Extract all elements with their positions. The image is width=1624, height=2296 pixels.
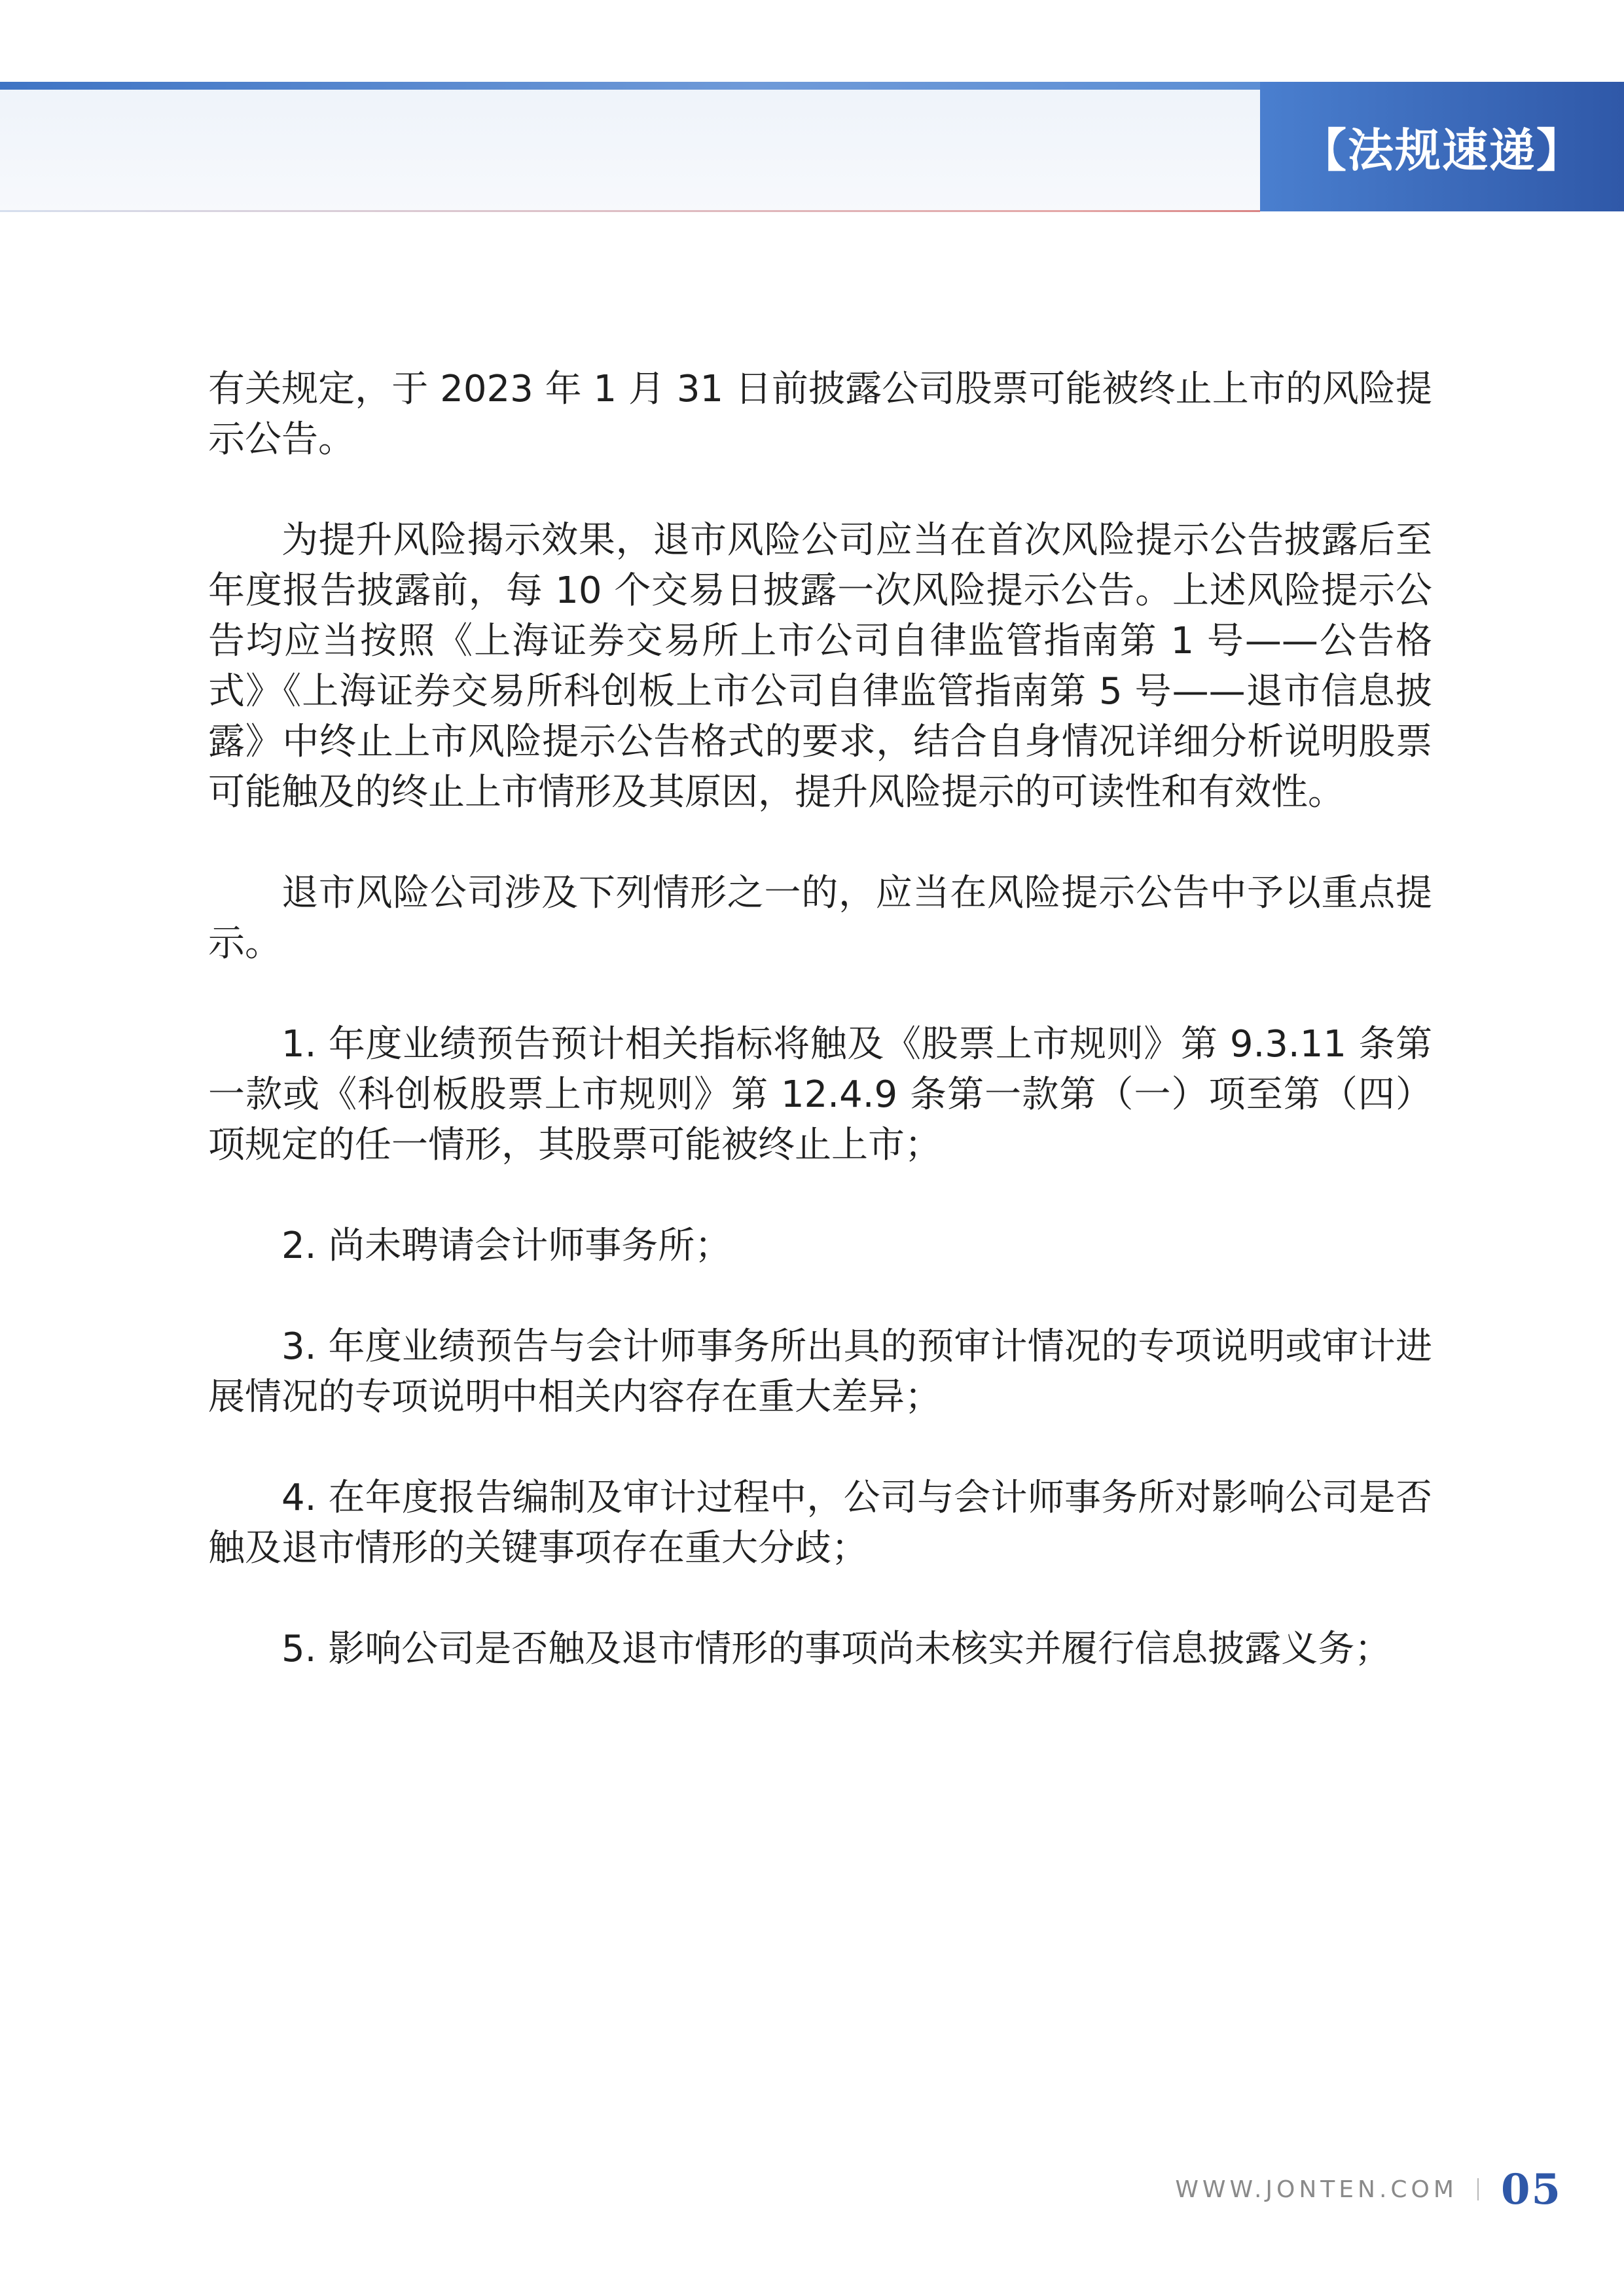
list-item: 5. 影响公司是否触及退市情形的事项尚未核实并履行信息披露义务； — [281, 1628, 1392, 1670]
page-footer — [1175, 2163, 1562, 2215]
section-label: 【法规速递】 — [1301, 122, 1583, 177]
header-top-rule — [0, 82, 1260, 90]
section-tab — [1260, 82, 1624, 211]
header-bottom-rule — [0, 210, 1260, 212]
list-item: 4. 在年度报告编制及审计过程中，公司与会计师事务所对影响公司是否触及退市情形的关键事项存在重大分歧； — [208, 1477, 1432, 1570]
website-link[interactable]: WWW.JONTEN.COM — [1175, 2176, 1458, 2203]
header-banner — [0, 82, 1260, 211]
list-item: 1. 年度业绩预告预计相关指标将触及《股票上市规则》第 9.3.11 条第一款或《科创板股票上市规则》第 12.4.9 条第一款第（一）项至第（四）项规定的任一情形，其股票可能被终止上市； — [208, 1023, 1432, 1166]
article-body — [208, 364, 1432, 1725]
paragraph-risk-disclosure: 为提升风险揭示效果，退市风险公司应当在首次风险提示公告披露后至年度报告披露前，每 10 个交易日披露一次风险提示公告。上述风险提示公告均应当按照《上海证券交易所上市公司自律监管指南第 1 号——公告格式》《上海证券交易所科创板上市公司自律监管指南第 5 号——退市信息披露》中终止上市风险提示公告格式的要求，结合自身情况详细分析说明股票可能触及的终止上市情形及其原因，提升风险提示的可读性和有效性。 — [208, 519, 1432, 814]
list-item: 2. 尚未聘请会计师事务所； — [281, 1225, 732, 1267]
paragraph-key-situations: 退市风险公司涉及下列情形之一的，应当在风险提示公告中予以重点提示。 — [208, 872, 1432, 965]
paragraph-continuation: 有关规定，于 2023 年 1 月 31 日前披露公司股票可能被终止上市的风险提示公告。 — [208, 368, 1432, 461]
list-item: 3. 年度业绩预告与会计师事务所出具的预审计情况的专项说明或审计进展情况的专项说明中相关内容存在重大差异； — [208, 1325, 1432, 1418]
page-number: 05 — [1500, 2164, 1562, 2214]
footer-divider — [1477, 2178, 1479, 2200]
